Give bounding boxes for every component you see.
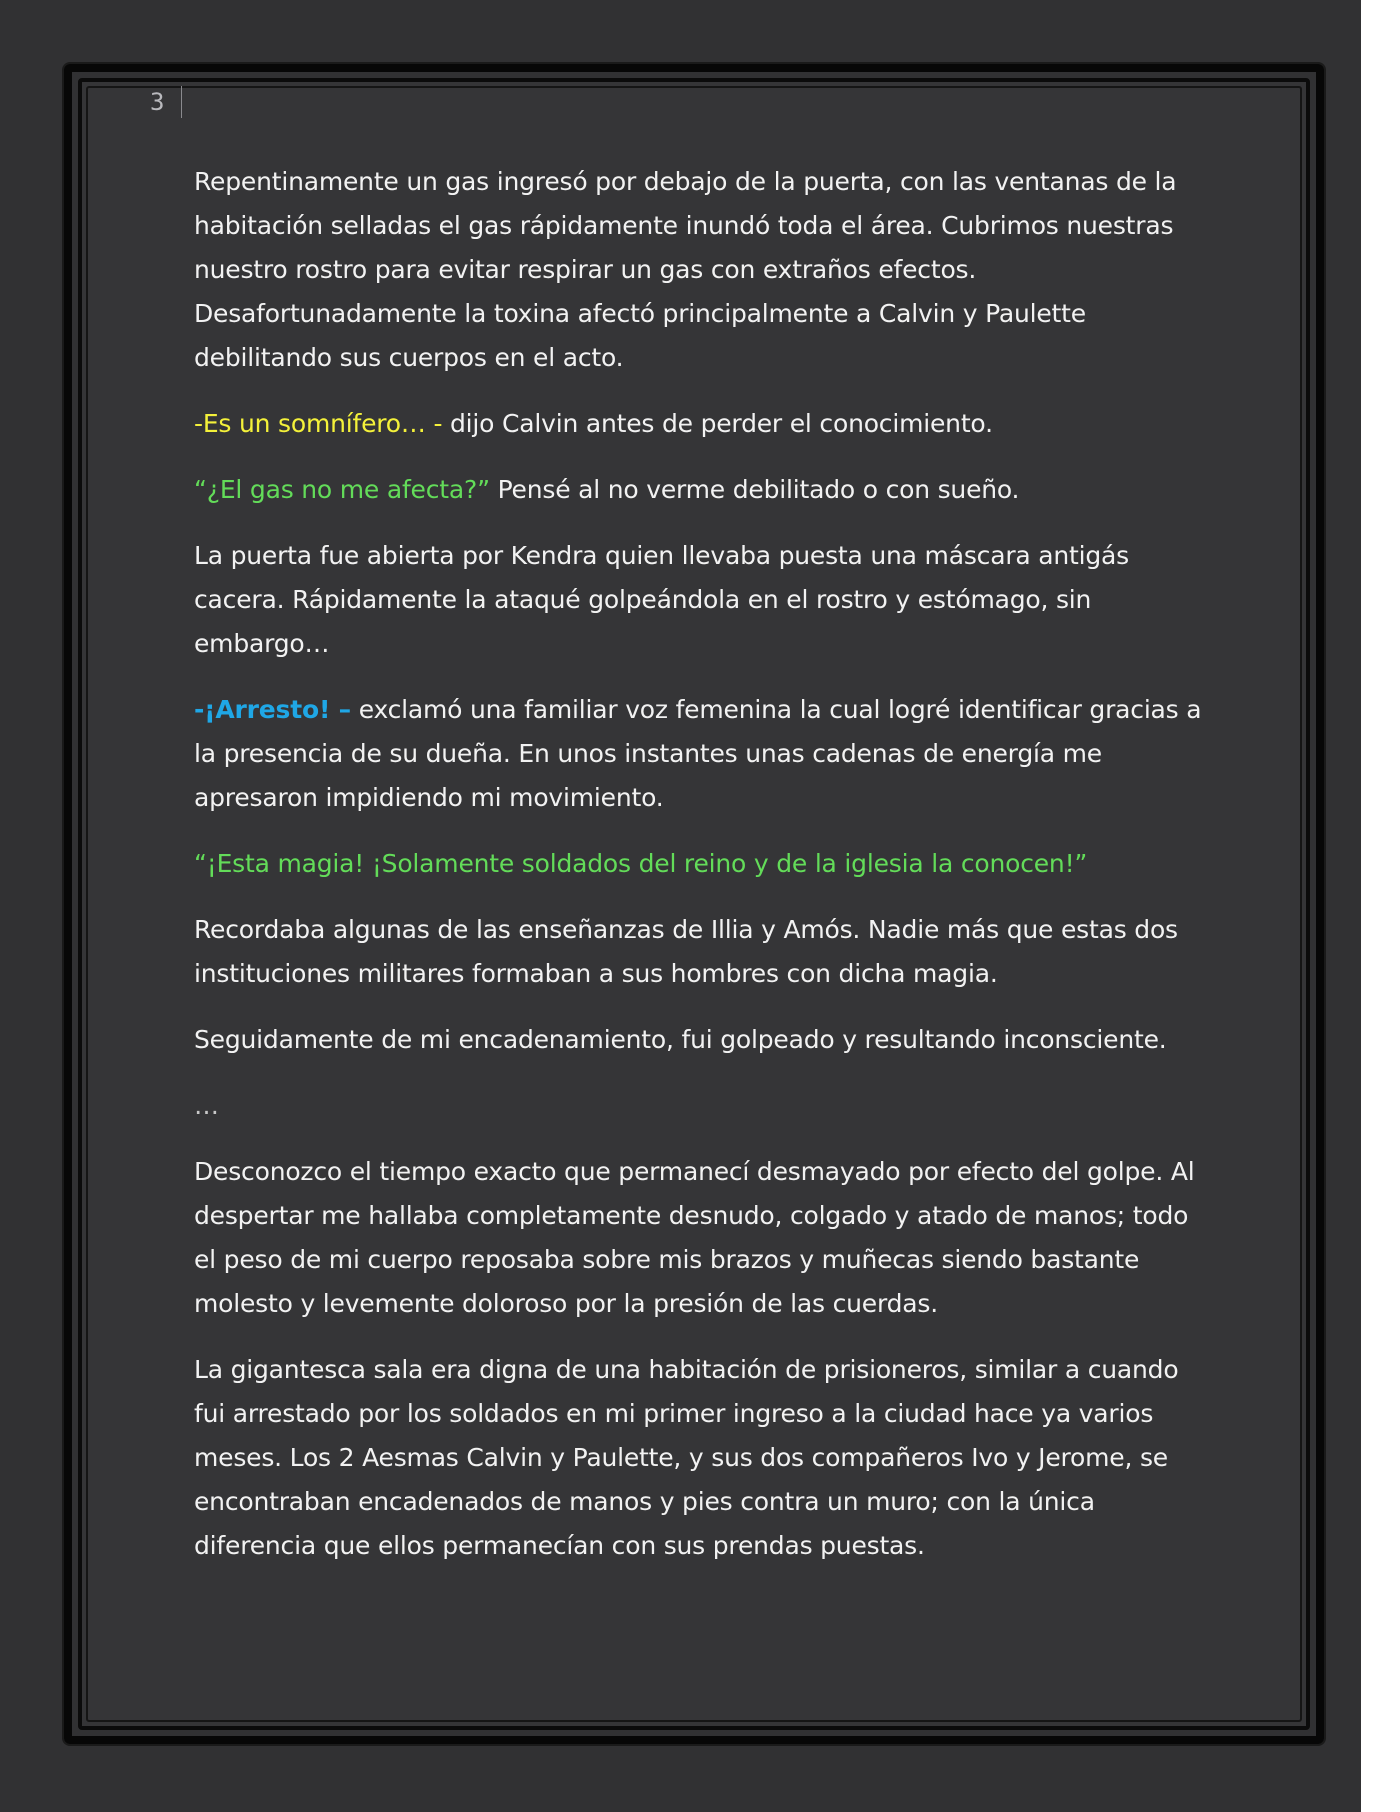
story-text (194, 160, 1214, 1590)
thought-magic: “¡Esta magia! ¡Solamente soldados del reino y de la iglesia la conocen!” (194, 849, 1088, 878)
dialogue-calvin: -Es un somnífero… - (194, 409, 443, 438)
dialogue-calvin-narration: dijo Calvin antes de perder el conocimiento. (442, 409, 993, 438)
paragraph-thought-gas (194, 468, 1214, 512)
paragraph-arresto (194, 688, 1214, 820)
spell-arresto: -¡Arresto! – (194, 695, 351, 724)
paragraph-prison-room: La gigantesca sala era digna de una habitación de prisioneros, similar a cuando fui arrestado por los soldados en mi primer ingreso a la ciudad hace ya varios meses. Los 2 Aesmas Calvin y Paulette, y sus dos compañeros Ivo y Jerome, se encontraban encadenados de manos y pies contra un muro; con la única diferencia que ellos permanecían con sus prendas puestas. (194, 1355, 1179, 1560)
scene-break: … (194, 1091, 219, 1120)
paragraph-kendra: La puerta fue abierta por Kendra quien llevaba puesta una máscara antigás cacera. Rápidamente la ataqué golpeándola en el rostro y estómago, sin embargo… (194, 541, 1129, 658)
page-edge-strip (1361, 0, 1400, 1812)
thought-gas: “¿El gas no me afecta?” (194, 475, 490, 504)
paragraph-gas: Repentinamente un gas ingresó por debajo de la puerta, con las ventanas de la habitación selladas el gas rápidamente inundó toda el área. Cubrimos nuestras nuestro rostro para evitar respirar un gas con extraños efectos. Desafortunadamente la toxina afectó principalmente a Calvin y Paulette debilitando sus cuerpos en el acto. (194, 167, 1177, 372)
page-number: 3 (150, 88, 165, 116)
paragraph-awakening: Desconozco el tiempo exacto que permanecí desmayado por efecto del golpe. Al despertar me hallaba completamente desnudo, colgado y atado de manos; todo el peso de mi cuerpo reposaba sobre mis brazos y muñecas siendo bastante molesto y levemente doloroso por la presión de las cuerdas. (194, 1157, 1195, 1318)
paragraph-teachings: Recordaba algunas de las enseñanzas de Illia y Amós. Nadie más que estas dos instituciones militares formaban a sus hombres con dicha magia. (194, 915, 1178, 988)
thought-gas-narration: Pensé al no verme debilitado o con sueño. (489, 475, 1020, 504)
page-number-divider (181, 86, 182, 118)
paragraph-calvin-speech (194, 402, 1214, 446)
spell-arresto-narration: exclamó una familiar voz femenina la cual logré identificar gracias a la presencia de su dueña. En unos instantes unas cadenas de energía me apresaron impidiendo mi movimiento. (194, 695, 1202, 812)
paragraph-unconscious: Seguidamente de mi encadenamiento, fui golpeado y resultando inconsciente. (194, 1025, 1167, 1054)
